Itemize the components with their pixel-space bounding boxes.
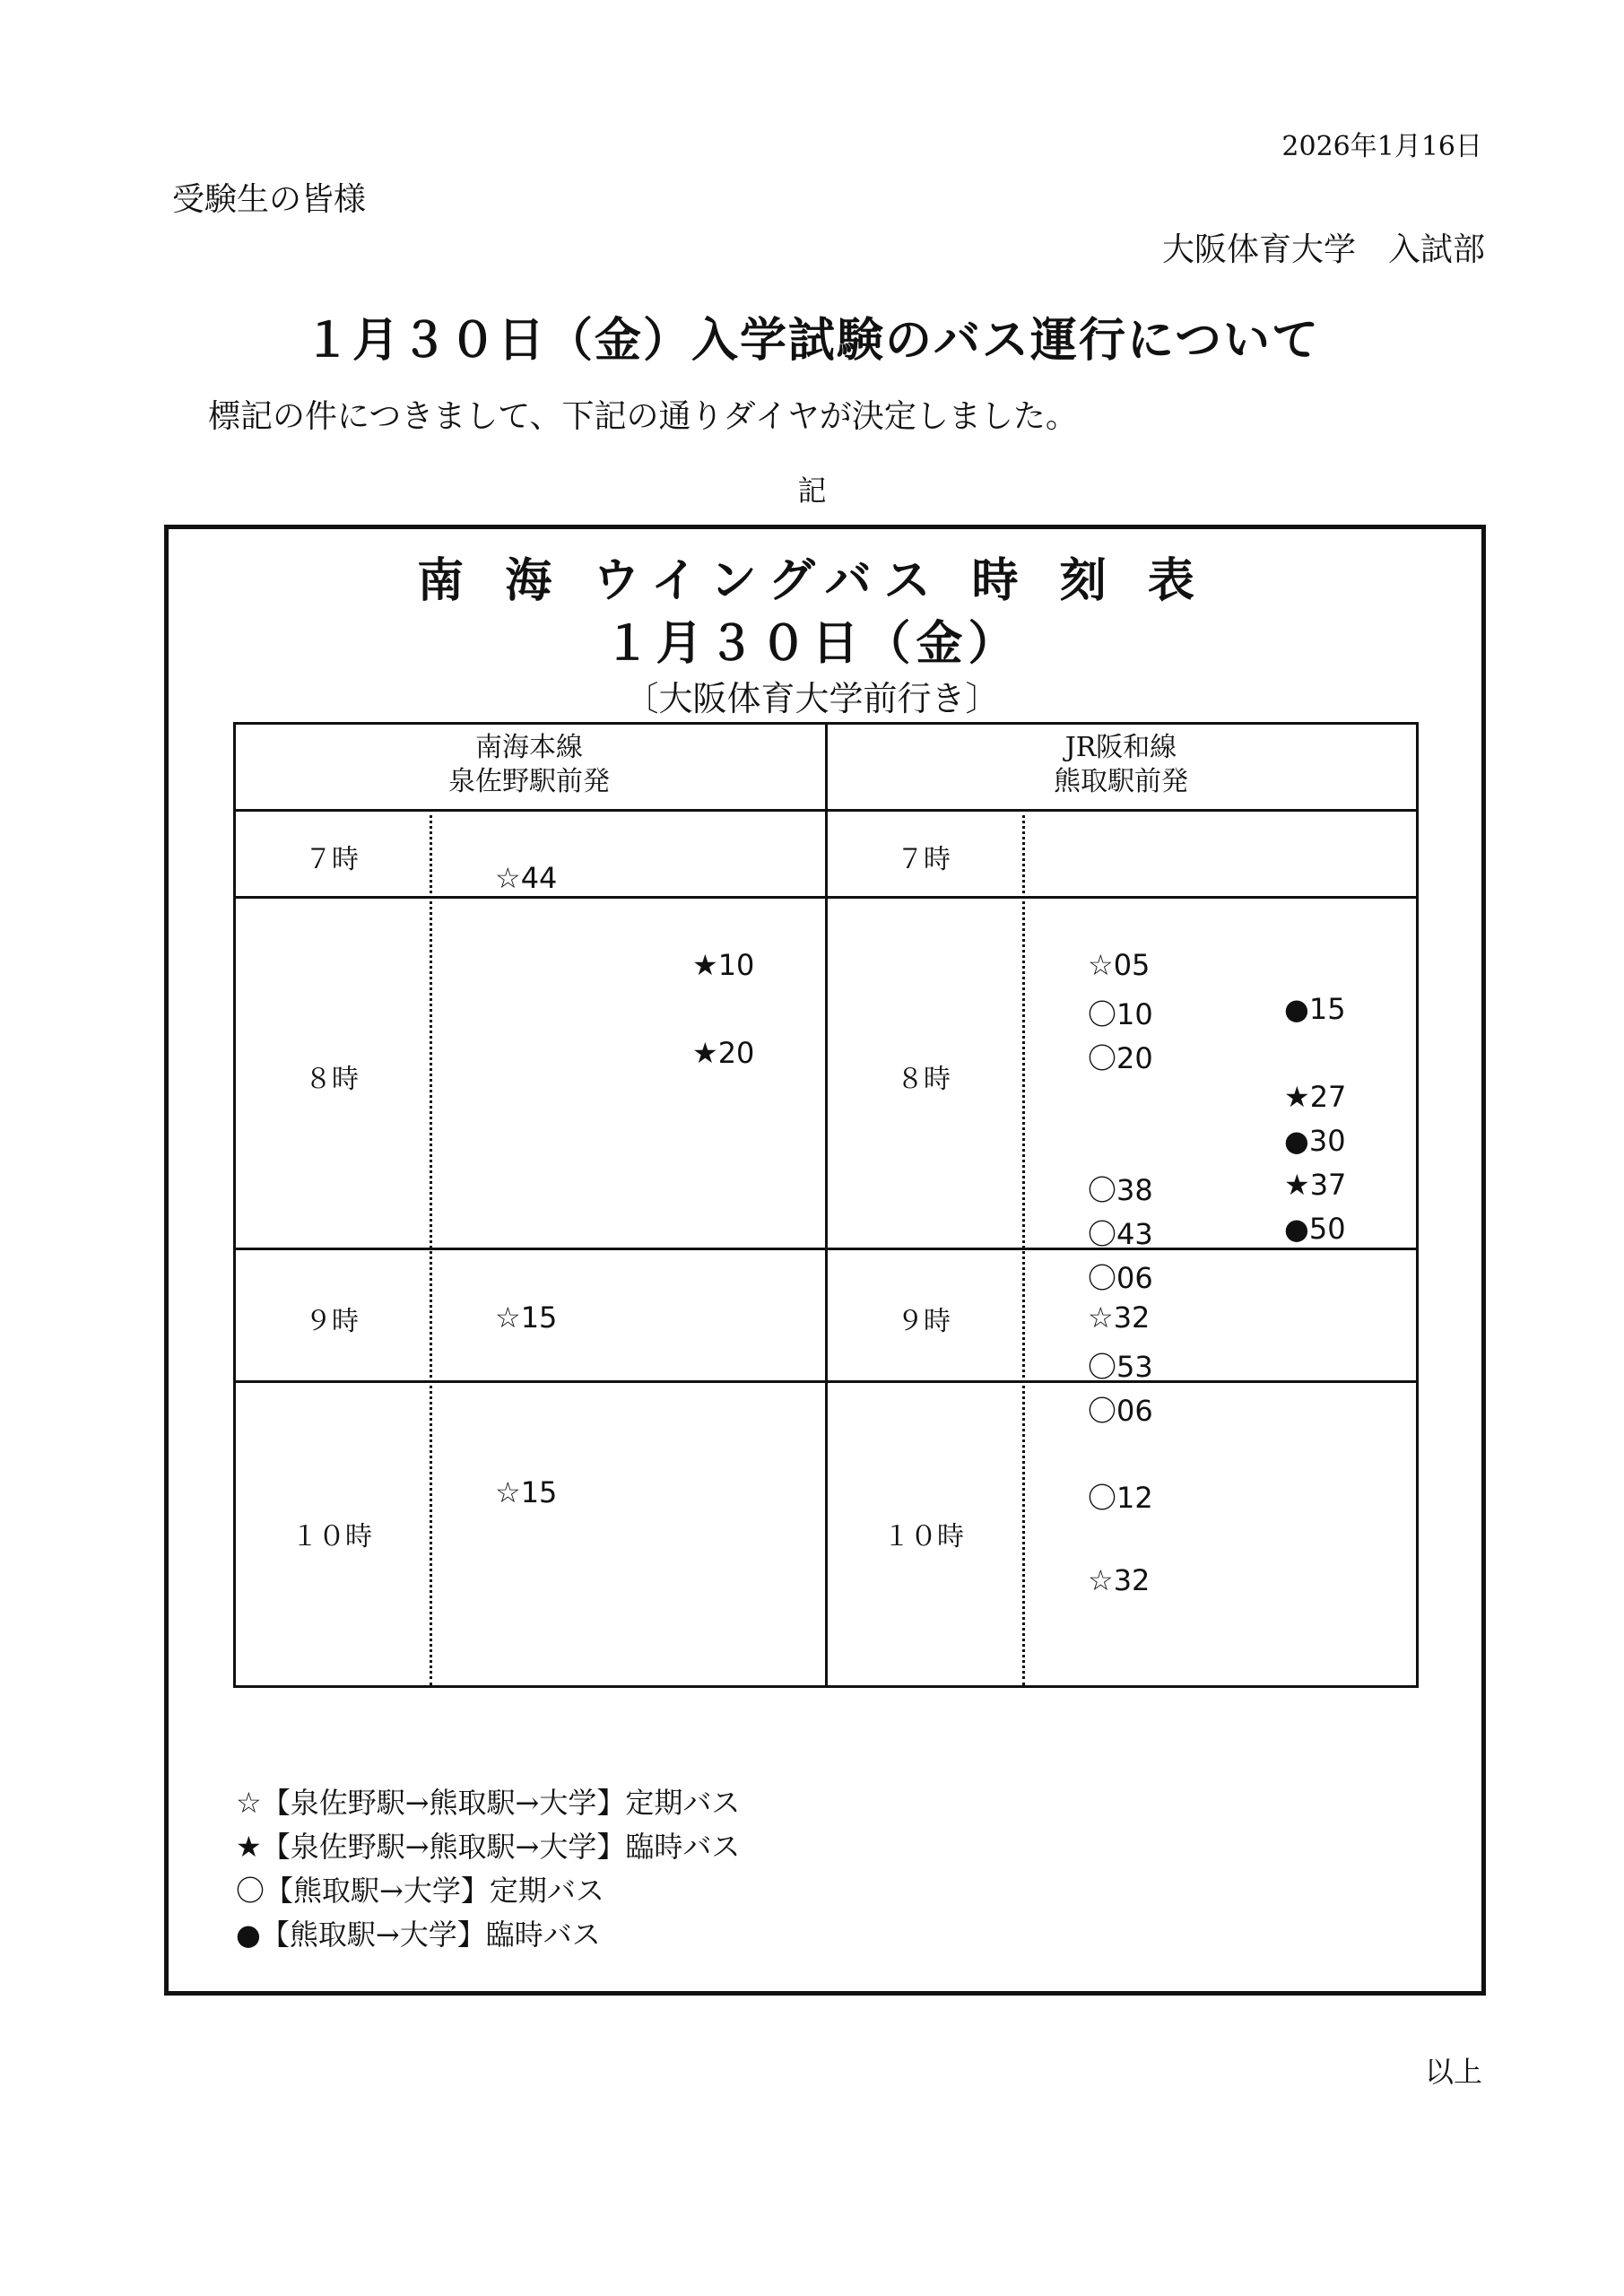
departure-time: ☆05 <box>1088 948 1151 982</box>
hour-label: ９時 <box>897 1306 951 1337</box>
legend-mark: ★ <box>236 1830 262 1864</box>
hour-label: ７時 <box>305 844 359 875</box>
departure-time: ★20 <box>692 1036 755 1070</box>
departure-time: ★37 <box>1284 1168 1347 1202</box>
departure-time: ★27 <box>1284 1080 1347 1114</box>
hour-label: ８時 <box>305 1064 359 1095</box>
grid-dotted-line <box>430 809 432 1685</box>
departure-time: ☆15 <box>495 1475 558 1509</box>
legend-text: 【泉佐野駅→熊取駅→大学】臨時バス <box>261 1830 741 1864</box>
departure-time: ●30 <box>1284 1124 1346 1158</box>
timetable-date: １月３０日（金） <box>604 617 1020 671</box>
ki-mark: 記 <box>797 474 827 508</box>
legend-mark: 〇 <box>236 1874 265 1908</box>
legend-text: 【泉佐野駅→熊取駅→大学】定期バス <box>261 1786 741 1820</box>
departure-time: 〇06 <box>1088 1261 1153 1295</box>
right-station-name: 熊取駅前発 <box>1054 766 1188 797</box>
timetable-grid <box>233 722 1419 1688</box>
departure-time: ☆44 <box>495 861 558 895</box>
departure-time: ●15 <box>1284 992 1346 1026</box>
departure-time: 〇38 <box>1088 1173 1153 1207</box>
closing-mark: 以上 <box>1424 2055 1482 2089</box>
departure-time: ☆32 <box>1088 1563 1151 1597</box>
departure-time: 〇10 <box>1088 997 1153 1031</box>
legend-text: 【熊取駅→大学】定期バス <box>265 1874 604 1908</box>
right-column-header <box>825 731 1417 799</box>
right-line-name: JR阪和線 <box>1064 732 1177 763</box>
legend-mark: ● <box>236 1918 261 1952</box>
hour-label: ９時 <box>305 1306 359 1337</box>
legend-item <box>236 1912 601 1953</box>
timetable-destination: 〔大阪体育大学前行き〕 <box>624 679 1000 718</box>
hour-label: １０時 <box>291 1521 372 1552</box>
hour-label: ８時 <box>897 1064 951 1095</box>
departure-time: ☆15 <box>495 1300 558 1335</box>
left-line-name: 南海本線 <box>475 732 583 763</box>
recipient: 受験生の皆様 <box>172 181 367 218</box>
legend-mark: ☆ <box>236 1786 262 1820</box>
legend-item <box>236 1868 604 1909</box>
departure-time: 〇53 <box>1088 1350 1153 1384</box>
departure-time: ●50 <box>1284 1212 1346 1246</box>
intro-text: 標記の件につきまして、下記の通りダイヤが決定しました。 <box>208 398 1078 435</box>
departure-time: 〇43 <box>1088 1217 1153 1251</box>
grid-line <box>1416 722 1419 1688</box>
sender: 大阪体育大学 入試部 <box>1161 231 1485 268</box>
hour-label: １０時 <box>883 1521 964 1552</box>
departure-time: 〇12 <box>1088 1481 1153 1515</box>
left-station-name: 泉佐野駅前発 <box>448 766 610 797</box>
legend-item <box>236 1780 740 1822</box>
departure-time: ☆32 <box>1088 1300 1151 1335</box>
left-column-header <box>233 731 825 799</box>
departure-time: ★10 <box>692 948 755 982</box>
hour-label: ７時 <box>897 844 951 875</box>
document-title: １月３０日（金）入学試験のバス運行について <box>304 314 1320 368</box>
timetable-title: 南 海 ウイングバス 時 刻 表 <box>417 554 1207 608</box>
departure-time: 〇06 <box>1088 1394 1153 1428</box>
issue-date: 2026年1月16日 <box>1281 131 1482 162</box>
legend-text: 【熊取駅→大学】臨時バス <box>260 1918 601 1952</box>
legend-item <box>236 1824 740 1866</box>
departure-time: 〇20 <box>1088 1041 1153 1075</box>
grid-dotted-line <box>1022 809 1025 1685</box>
